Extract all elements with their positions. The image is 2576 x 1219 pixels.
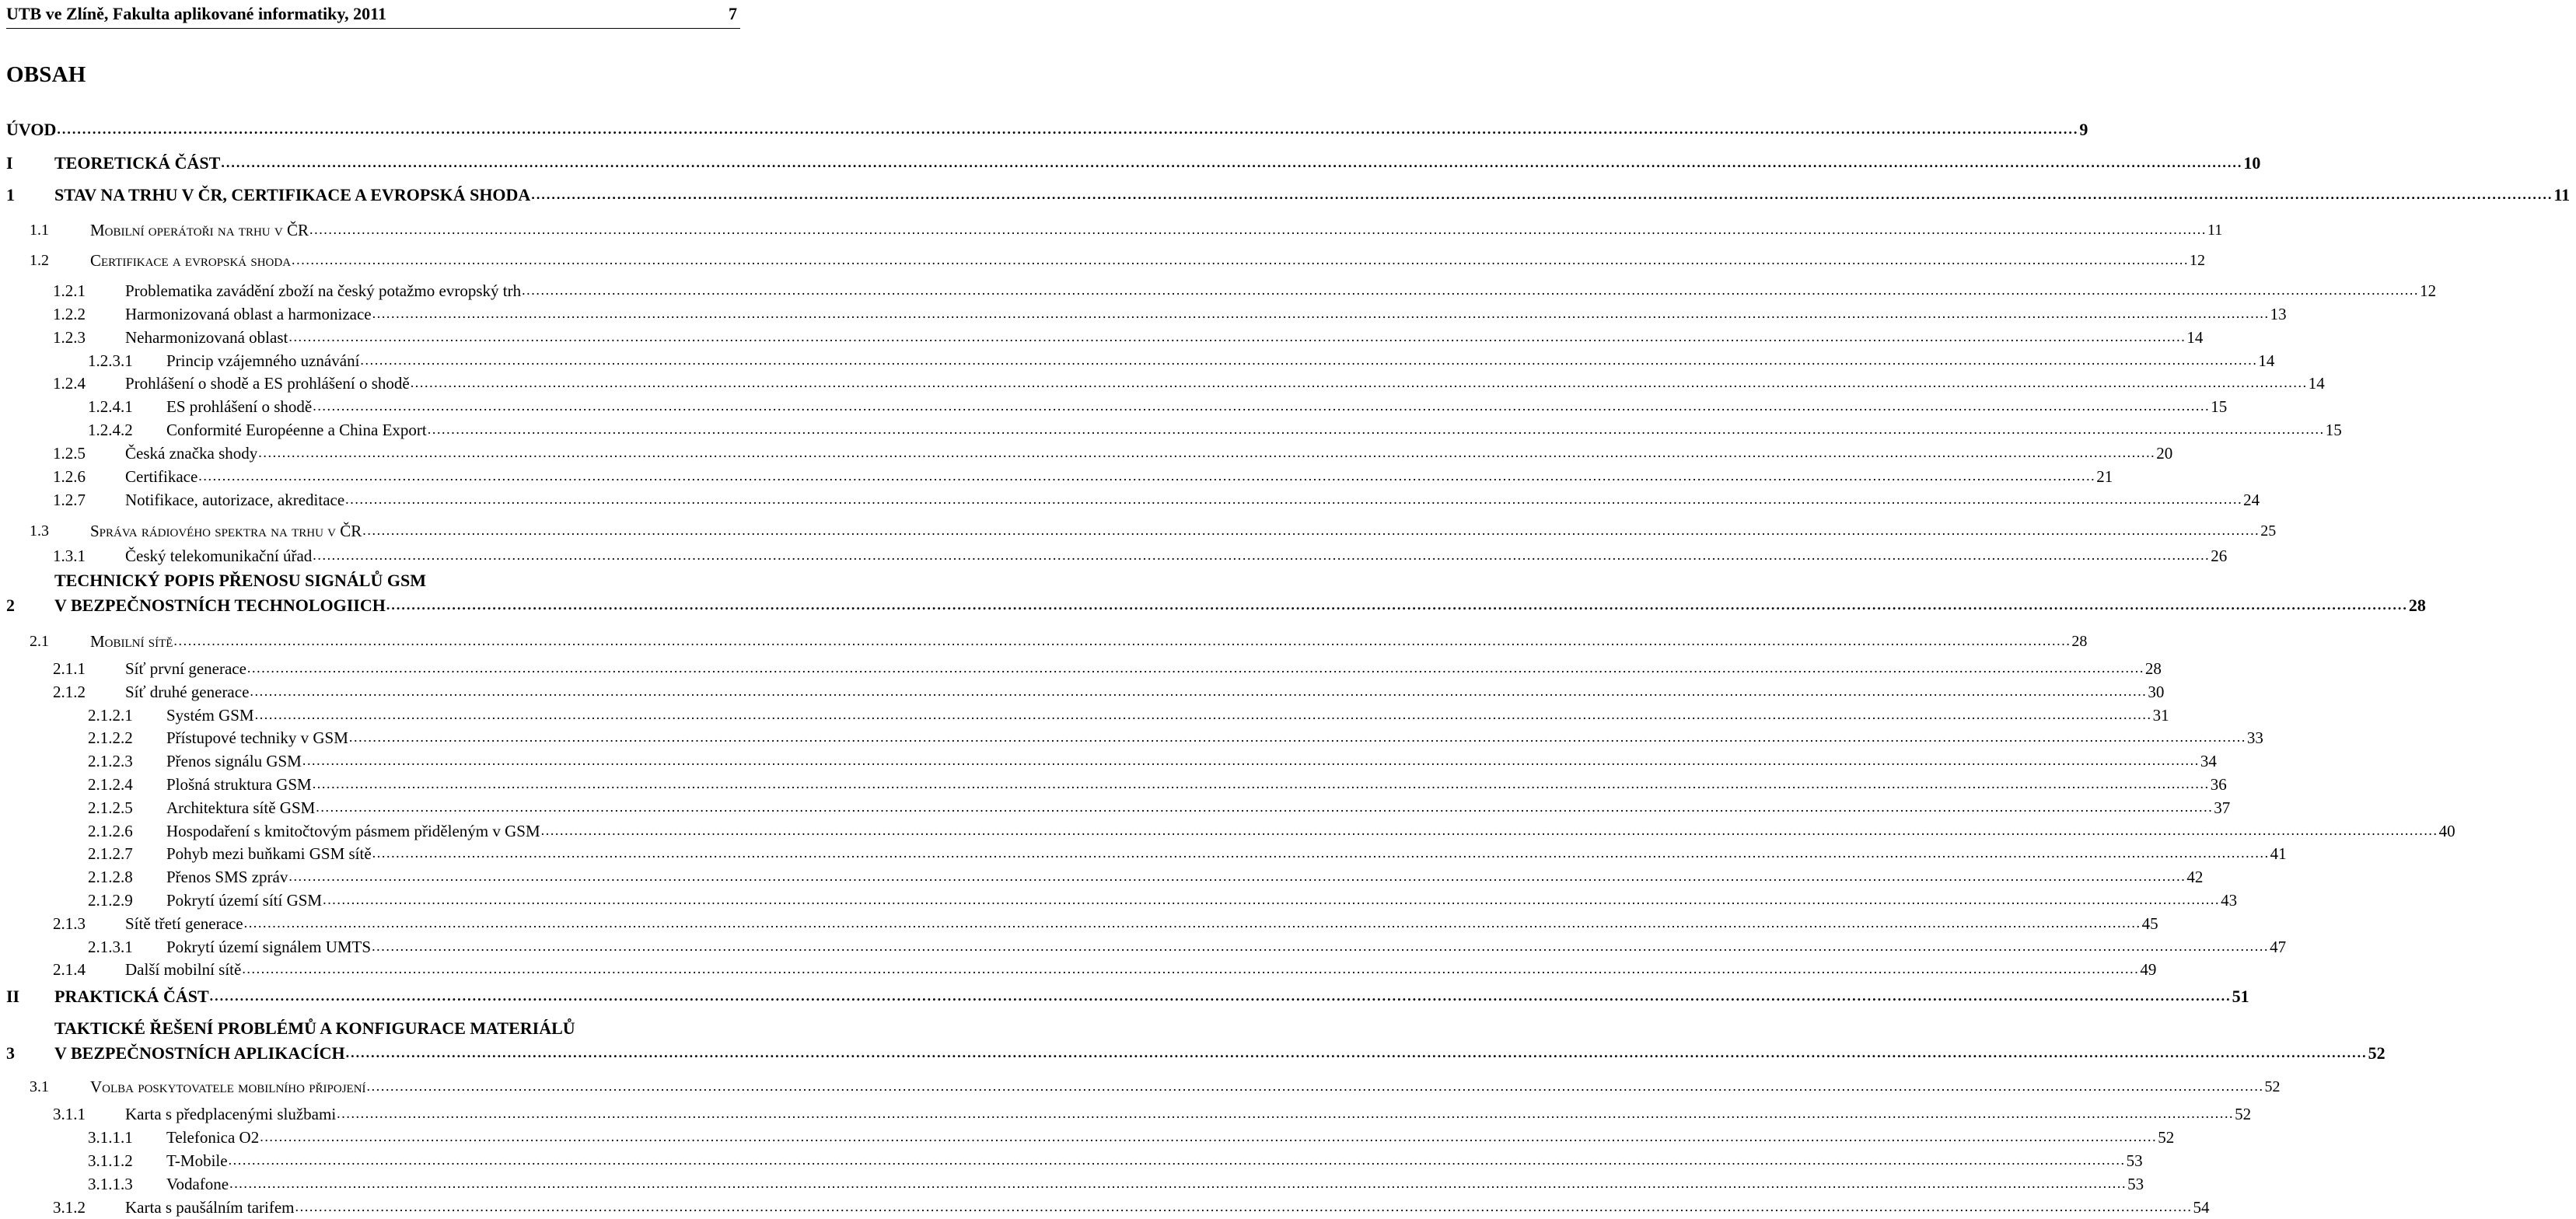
toc-entry-page: 14 bbox=[2258, 351, 2275, 370]
dot-leader: ................................................................................................................................................................................................................................................................................................................................................................................................................ bbox=[57, 121, 2079, 137]
dot-leader: ................................................................................................................................................................................................................................................................................................................................................................................................................ bbox=[221, 155, 2243, 170]
toc-entry[interactable] bbox=[53, 302, 2287, 326]
toc-entry[interactable] bbox=[30, 1075, 2281, 1098]
dot-leader: ................................................................................................................................................................................................................................................................................................................................................................................................................ bbox=[372, 938, 2270, 954]
toc-entry-page: 12 bbox=[2190, 251, 2206, 269]
toc-entry-title: Český telekomunikační úřad bbox=[125, 546, 313, 565]
toc-entry[interactable] bbox=[53, 279, 2437, 302]
toc-entry-page: 28 bbox=[2408, 596, 2426, 615]
toc-entry-title: Přenos SMS zpráv bbox=[166, 867, 288, 886]
toc-entry-page: 53 bbox=[2126, 1151, 2143, 1170]
dot-leader: ................................................................................................................................................................................................................................................................................................................................................................................................................ bbox=[427, 421, 2325, 437]
toc-entry[interactable] bbox=[88, 889, 2238, 912]
toc-entry-number: I bbox=[6, 153, 13, 173]
header-page-number: 7 bbox=[729, 4, 737, 23]
toc-entry-title: TEORETICKÁ ČÁST bbox=[54, 153, 221, 173]
toc-entry[interactable] bbox=[53, 372, 2325, 395]
toc-entry[interactable] bbox=[30, 218, 2223, 242]
toc-entry-page: 9 bbox=[2079, 120, 2088, 139]
toc-entry-page: 49 bbox=[2140, 959, 2157, 979]
toc-entry-page: 21 bbox=[2096, 466, 2113, 486]
toc-entry[interactable] bbox=[6, 571, 2426, 617]
toc-entry[interactable] bbox=[30, 519, 2277, 543]
toc-entry[interactable] bbox=[53, 1196, 2210, 1219]
toc-entry[interactable] bbox=[88, 349, 2275, 372]
toc-entry-number: 2.1.4 bbox=[53, 959, 86, 979]
dot-leader: ................................................................................................................................................................................................................................................................................................................................................................................................................ bbox=[323, 892, 2221, 907]
toc-entry-title: Síť druhé generace bbox=[125, 682, 250, 701]
dot-leader: ................................................................................................................................................................................................................................................................................................................................................................................................................ bbox=[250, 683, 2148, 699]
toc-entry-page: 31 bbox=[2152, 705, 2169, 725]
toc-entry-page: 52 bbox=[2235, 1104, 2252, 1123]
page-title: OBSAH bbox=[6, 62, 86, 87]
dot-leader: ................................................................................................................................................................................................................................................................................................................................................................................................................ bbox=[295, 1199, 2193, 1214]
toc-entry-page: 14 bbox=[2308, 373, 2325, 393]
dot-leader: ................................................................................................................................................................................................................................................................................................................................................................................................................ bbox=[254, 707, 2152, 722]
toc-entry-title: Plošná struktura GSM bbox=[166, 774, 312, 794]
toc-entry-number: 1.2.4.1 bbox=[88, 396, 133, 416]
toc-entry-number: 1.3 bbox=[30, 522, 49, 540]
dot-leader: ................................................................................................................................................................................................................................................................................................................................................................................................................ bbox=[198, 468, 2096, 484]
toc-entry[interactable] bbox=[88, 865, 2204, 889]
toc-entry-title-line: TECHNICKÝ POPIS PŘENOSU SIGNÁLŮ GSM bbox=[54, 571, 426, 590]
toc-entry-page: 52 bbox=[2264, 1078, 2281, 1095]
toc-entry-page: 51 bbox=[2232, 987, 2249, 1006]
toc-entry[interactable] bbox=[53, 326, 2204, 349]
dot-leader: ................................................................................................................................................................................................................................................................................................................................................................................................................ bbox=[288, 329, 2186, 344]
toc-entry-number: 2.1 bbox=[30, 632, 49, 650]
toc-entry-title: Mobilní sítě bbox=[90, 631, 173, 651]
toc-entry-number: 1.2.3 bbox=[53, 327, 86, 347]
toc-entry-page: 40 bbox=[2438, 821, 2455, 840]
toc-entry-title: Pokrytí území signálem UMTS bbox=[166, 937, 372, 956]
toc-entry-page: 15 bbox=[2325, 420, 2342, 439]
toc-entry-number: 2.1.1 bbox=[53, 658, 86, 678]
toc-entry-number: II bbox=[6, 987, 20, 1006]
dot-leader: ................................................................................................................................................................................................................................................................................................................................................................................................................ bbox=[312, 776, 2210, 791]
toc-entry[interactable] bbox=[53, 442, 2173, 465]
dot-leader: ................................................................................................................................................................................................................................................................................................................................................................................................................ bbox=[313, 547, 2211, 563]
toc-entry-number: 2.1.2.9 bbox=[88, 890, 133, 910]
toc-entry[interactable] bbox=[30, 630, 2088, 653]
toc-entry[interactable] bbox=[53, 912, 2158, 935]
toc-entry-number: 1.2.4 bbox=[53, 373, 86, 393]
toc-entry-number: 2.1.2.6 bbox=[88, 821, 133, 840]
toc-entry[interactable] bbox=[53, 1102, 2252, 1126]
toc-entry[interactable] bbox=[88, 726, 2263, 749]
toc-entry-title: Přístupové techniky v GSM bbox=[166, 728, 348, 747]
toc-entry-page: 24 bbox=[2243, 490, 2260, 509]
toc-entry-number: 1 bbox=[6, 185, 15, 204]
toc-entry-page: 52 bbox=[2158, 1127, 2175, 1147]
toc-entry[interactable] bbox=[6, 118, 2088, 141]
toc-entry-title: Pohyb mezi buňkami GSM sítě bbox=[166, 844, 372, 863]
toc-entry-title: Neharmonizovaná oblast bbox=[125, 327, 288, 347]
toc-entry-page: 37 bbox=[2214, 798, 2231, 817]
toc-entry-page: 12 bbox=[2420, 281, 2437, 300]
toc-entry[interactable] bbox=[6, 183, 2571, 207]
toc-entry-number: 2.1.2 bbox=[53, 682, 86, 701]
toc-entry-number: 2.1.3.1 bbox=[88, 937, 133, 956]
toc-entry[interactable] bbox=[88, 1149, 2143, 1172]
toc-entry-number: 1.2.4.2 bbox=[88, 420, 133, 439]
toc-entry-title: Karta s předplacenými službami bbox=[125, 1104, 337, 1123]
toc-entry[interactable] bbox=[88, 796, 2231, 819]
toc-entry-title: Conformité Européenne a China Export bbox=[166, 420, 427, 439]
dot-leader: ................................................................................................................................................................................................................................................................................................................................................................................................................ bbox=[209, 988, 2232, 1004]
dot-leader: ................................................................................................................................................................................................................................................................................................................................................................................................................ bbox=[386, 597, 2408, 613]
toc-entry[interactable] bbox=[88, 1126, 2175, 1149]
toc-entry-page: 47 bbox=[2270, 937, 2287, 956]
toc-entry-page: 15 bbox=[2211, 396, 2228, 416]
toc-entry-title: Mobilní operátoři na trhu v ČR bbox=[90, 220, 309, 239]
toc-entry-page: 28 bbox=[2071, 632, 2088, 650]
toc-entry-page: 42 bbox=[2186, 867, 2204, 886]
toc-entry-page: 52 bbox=[2368, 1043, 2386, 1063]
toc-entry-number: 2.1.2.5 bbox=[88, 798, 133, 817]
toc-entry-title: Harmonizovaná oblast a harmonizace bbox=[125, 304, 372, 323]
toc-entry-title: Princip vzájemného uznávání bbox=[166, 351, 360, 370]
toc-entry[interactable] bbox=[88, 773, 2227, 796]
toc-entry[interactable] bbox=[30, 249, 2206, 272]
dot-leader: ................................................................................................................................................................................................................................................................................................................................................................................................................ bbox=[228, 1152, 2126, 1168]
toc-entry[interactable] bbox=[88, 749, 2217, 773]
toc-entry-title: Notifikace, autorizace, akreditace bbox=[125, 490, 345, 509]
toc-entry-number: 1.2.3.1 bbox=[88, 351, 133, 370]
toc-entry[interactable] bbox=[53, 544, 2228, 568]
toc-entry[interactable] bbox=[53, 680, 2165, 704]
toc-entry-page: 54 bbox=[2193, 1197, 2210, 1217]
toc-entry-title: STAV NA TRHU V ČR, CERTIFIKACE A EVROPSKÁ SHODA bbox=[54, 185, 531, 204]
dot-leader: ................................................................................................................................................................................................................................................................................................................................................................................................................ bbox=[173, 633, 2071, 648]
toc-entry-page: 45 bbox=[2141, 913, 2158, 933]
toc-entry-title: Volba poskytovatele mobilního připojení bbox=[90, 1077, 366, 1096]
toc-entry-number: 3.1.1.3 bbox=[88, 1174, 133, 1193]
toc-entry-title: Sítě třetí generace bbox=[125, 913, 243, 933]
toc-entry-number: 2.1.2.4 bbox=[88, 774, 133, 794]
toc-entry[interactable] bbox=[88, 1172, 2144, 1196]
dot-leader: ................................................................................................................................................................................................................................................................................................................................................................................................................ bbox=[531, 187, 2553, 202]
toc-entry-title: Další mobilní sítě bbox=[125, 959, 242, 979]
toc-entry-title: V BEZPEČNOSTNÍCH TECHNOLOGIICH bbox=[54, 596, 386, 615]
dot-leader: ................................................................................................................................................................................................................................................................................................................................................................................................................ bbox=[372, 306, 2270, 321]
toc-entry-number: 2.1.3 bbox=[53, 913, 86, 933]
toc-entry-number: 2.1.2.3 bbox=[88, 751, 133, 770]
toc-entry-page: 34 bbox=[2200, 751, 2217, 770]
dot-leader: ................................................................................................................................................................................................................................................................................................................................................................................................................ bbox=[362, 522, 2260, 538]
toc-entry[interactable] bbox=[6, 152, 2261, 175]
toc-entry-number: 1.2.6 bbox=[53, 466, 86, 486]
toc-entry-page: 26 bbox=[2211, 546, 2228, 565]
toc-entry-title: ES prohlášení o shodě bbox=[166, 396, 313, 416]
toc-entry-number: 3.1.1.2 bbox=[88, 1151, 133, 1170]
toc-entry-number: 1.3.1 bbox=[53, 546, 86, 565]
toc-entry[interactable] bbox=[88, 842, 2287, 865]
toc-entry-title: Síť první generace bbox=[125, 658, 246, 678]
toc-entry-number: 1.2.7 bbox=[53, 490, 86, 509]
toc-entry-page: 30 bbox=[2148, 682, 2165, 701]
toc-entry-number: 2.1.2.1 bbox=[88, 705, 133, 725]
dot-leader: ................................................................................................................................................................................................................................................................................................................................................................................................................ bbox=[246, 660, 2144, 676]
toc-entry[interactable] bbox=[53, 488, 2260, 512]
dot-leader: ................................................................................................................................................................................................................................................................................................................................................................................................................ bbox=[288, 868, 2186, 884]
toc-entry-title: Pokrytí území sítí GSM bbox=[166, 890, 323, 910]
dot-leader: ................................................................................................................................................................................................................................................................................................................................................................................................................ bbox=[348, 729, 2246, 745]
dot-leader: ................................................................................................................................................................................................................................................................................................................................................................................................................ bbox=[366, 1078, 2264, 1094]
toc-entry-title: Česká značka shody bbox=[125, 443, 258, 463]
toc-entry-page: 25 bbox=[2260, 522, 2277, 540]
dot-leader: ................................................................................................................................................................................................................................................................................................................................................................................................................ bbox=[302, 753, 2200, 768]
dot-leader: ................................................................................................................................................................................................................................................................................................................................................................................................................ bbox=[309, 222, 2207, 237]
toc-entry-number: 1.2 bbox=[30, 251, 49, 269]
toc-entry[interactable] bbox=[88, 819, 2455, 843]
toc-entry-number: 1.2.5 bbox=[53, 443, 86, 463]
toc-entry-number: ÚVOD bbox=[6, 120, 57, 139]
dot-leader: ................................................................................................................................................................................................................................................................................................................................................................................................................ bbox=[360, 352, 2258, 368]
toc-entry[interactable] bbox=[88, 395, 2228, 418]
toc-entry-number: 3.1 bbox=[30, 1078, 49, 1095]
header-title: UTB ve Zlíně, Fakulta aplikované informatiky, 2011 bbox=[6, 4, 386, 23]
dot-leader: ................................................................................................................................................................................................................................................................................................................................................................................................................ bbox=[316, 799, 2214, 815]
toc-entry-title: PRAKTICKÁ ČÁST bbox=[54, 987, 209, 1006]
toc-entry[interactable] bbox=[88, 935, 2287, 959]
toc-entry-page: 13 bbox=[2270, 304, 2287, 323]
toc-entry-number: 1.2.2 bbox=[53, 304, 86, 323]
toc-entry-title: Certifikace a evropská shoda bbox=[90, 250, 292, 270]
toc-entry-title: Karta s paušálním tarifem bbox=[125, 1197, 295, 1217]
toc-entry-page: 28 bbox=[2144, 658, 2162, 678]
toc-entry-number: 2.1.2.2 bbox=[88, 728, 133, 747]
toc-entry-title: Prohlášení o shodě a ES prohlášení o shodě bbox=[125, 373, 410, 393]
dot-leader: ................................................................................................................................................................................................................................................................................................................................................................................................................ bbox=[522, 282, 2420, 298]
toc-entry-page: 33 bbox=[2246, 728, 2263, 747]
dot-leader: ................................................................................................................................................................................................................................................................................................................................................................................................................ bbox=[345, 491, 2243, 507]
dot-leader: ................................................................................................................................................................................................................................................................................................................................................................................................................ bbox=[410, 375, 2308, 390]
toc-entry-number: 3 bbox=[6, 1043, 15, 1063]
toc-entry-page: 11 bbox=[2553, 185, 2571, 204]
toc-entry-page: 53 bbox=[2127, 1174, 2144, 1193]
toc-entry-number: 3.1.1 bbox=[53, 1104, 86, 1123]
toc-entry-number: 2.1.2.8 bbox=[88, 867, 133, 886]
dot-leader: ................................................................................................................................................................................................................................................................................................................................................................................................................ bbox=[337, 1105, 2235, 1121]
toc-entry-page: 36 bbox=[2210, 774, 2227, 794]
toc-entry[interactable] bbox=[6, 1018, 2386, 1065]
toc-entry-number: 3.1.1.1 bbox=[88, 1127, 133, 1147]
toc-entry-page: 41 bbox=[2270, 844, 2287, 863]
toc-entry[interactable] bbox=[88, 704, 2169, 727]
toc-entry-title: Systém GSM bbox=[166, 705, 254, 725]
toc-entry-title: Správa rádiového spektra na trhu v ČR bbox=[90, 521, 362, 540]
toc-entry-title: Problematika zavádění zboží na český potažmo evropský trh bbox=[125, 281, 522, 300]
toc-entry-number: 1.1 bbox=[30, 221, 49, 239]
toc-entry[interactable] bbox=[53, 958, 2157, 981]
toc-entry-number: 2.1.2.7 bbox=[88, 844, 133, 863]
toc-entry-title: V BEZPEČNOSTNÍCH APLIKACÍCH bbox=[54, 1043, 345, 1063]
toc-entry-title-line: TAKTICKÉ ŘEŠENÍ PROBLÉMŮ A KONFIGURACE MATERIÁLŮ bbox=[54, 1018, 575, 1038]
toc-entry-page: 14 bbox=[2186, 327, 2204, 347]
toc-entry-title: Certifikace bbox=[125, 466, 198, 486]
toc-entry-page: 10 bbox=[2243, 153, 2261, 173]
toc-entry-title: Hospodaření s kmitočtovým pásmem přiděleným v GSM bbox=[166, 821, 540, 840]
dot-leader: ................................................................................................................................................................................................................................................................................................................................................................................................................ bbox=[372, 845, 2270, 861]
toc-entry-title: Architektura sítě GSM bbox=[166, 798, 316, 817]
toc-entry[interactable] bbox=[53, 465, 2113, 488]
toc-entry-title: Vodafone bbox=[166, 1174, 229, 1193]
dot-leader: ................................................................................................................................................................................................................................................................................................................................................................................................................ bbox=[258, 445, 2156, 460]
toc-entry[interactable] bbox=[88, 418, 2342, 442]
dot-leader: ................................................................................................................................................................................................................................................................................................................................................................................................................ bbox=[313, 398, 2211, 414]
dot-leader: ................................................................................................................................................................................................................................................................................................................................................................................................................ bbox=[292, 252, 2190, 267]
toc-entry[interactable] bbox=[53, 657, 2162, 680]
toc-entry-page: 11 bbox=[2207, 221, 2223, 239]
toc-entry-number: 1.2.1 bbox=[53, 281, 86, 300]
toc-entry-number: 3.1.2 bbox=[53, 1197, 86, 1217]
dot-leader: ................................................................................................................................................................................................................................................................................................................................................................................................................ bbox=[242, 961, 2140, 976]
dot-leader: ................................................................................................................................................................................................................................................................................................................................................................................................................ bbox=[540, 823, 2438, 838]
toc-entry-page: 20 bbox=[2156, 443, 2173, 463]
toc-entry-title: T-Mobile bbox=[166, 1151, 228, 1170]
dot-leader: ................................................................................................................................................................................................................................................................................................................................................................................................................ bbox=[243, 915, 2141, 931]
dot-leader: ................................................................................................................................................................................................................................................................................................................................................................................................................ bbox=[260, 1129, 2158, 1144]
toc-entry-page: 43 bbox=[2221, 890, 2238, 910]
toc-entry-title: Telefonica O2 bbox=[166, 1127, 260, 1147]
dot-leader: ................................................................................................................................................................................................................................................................................................................................................................................................................ bbox=[229, 1175, 2127, 1191]
toc-entry[interactable] bbox=[6, 985, 2249, 1008]
dot-leader: ................................................................................................................................................................................................................................................................................................................................................................................................................ bbox=[345, 1045, 2368, 1060]
toc-entry-number: 2 bbox=[6, 596, 15, 615]
toc-entry-title: Přenos signálu GSM bbox=[166, 751, 302, 770]
